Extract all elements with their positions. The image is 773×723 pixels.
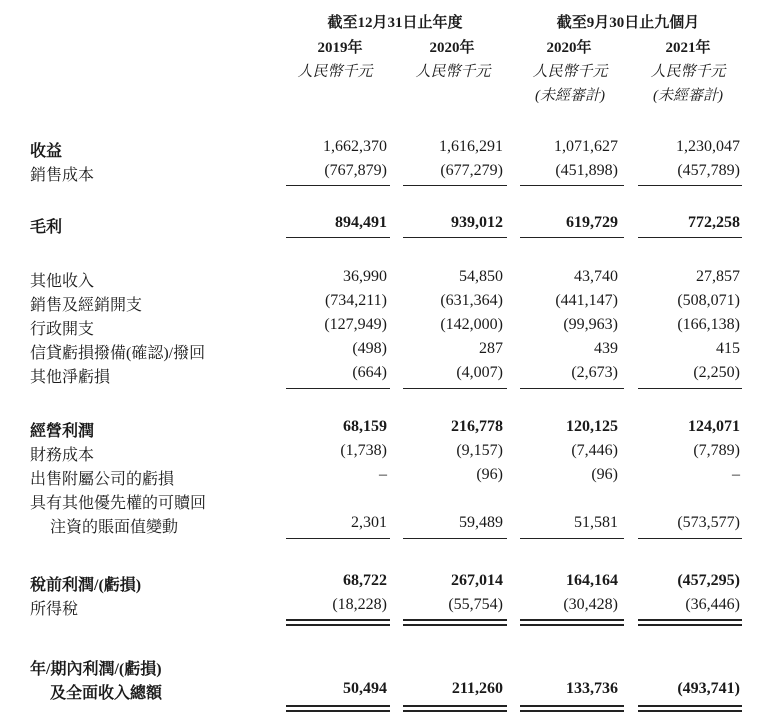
value-2020-nine-months: (96) [591,466,618,483]
table-row-credit-loss-allowance [0,340,773,364]
value-2021: (457,295) [677,572,740,589]
table-row-total-comprehensive-income [0,680,773,704]
value-2021: 1,230,047 [676,138,740,155]
value-2019: (767,879) [324,162,387,179]
total-double-rule [520,705,624,712]
table-row-revenue [0,138,773,162]
column-unit-2019: 人民幣千元 [297,64,373,80]
total-double-rule [403,705,507,712]
row-label: 所得稅 [30,601,79,618]
value-2020: 939,012 [451,214,503,231]
total-double-rule [638,619,742,626]
row-label: 出售附屬公司的虧損 [30,471,175,488]
row-label: 年/期內利潤/(虧損) [30,661,162,678]
subtotal-rule [520,237,624,238]
value-2020-nine-months: (451,898) [555,162,618,179]
value-2020: 54,850 [459,268,503,285]
value-2021: 27,857 [696,268,740,285]
row-label: 銷售及經銷開支 [30,297,143,314]
unaudited-note-2020: (未經審計) [535,88,605,104]
value-2021: 772,258 [688,214,740,231]
value-2020-nine-months: (7,446) [571,442,618,459]
value-2019: – [379,466,387,483]
value-2019: (734,211) [324,292,387,309]
total-double-rule [286,705,390,712]
value-2019: 68,722 [343,572,387,589]
subtotal-rule [403,538,507,539]
value-2021: (508,071) [677,292,740,309]
table-row-finance-costs [0,442,773,466]
row-label: 其他收入 [30,273,95,290]
subtotal-rule [403,237,507,238]
table-row-gross-profit [0,214,773,238]
row-label: 其他淨虧損 [30,369,111,386]
value-2020-nine-months: 51,581 [574,514,618,531]
table-row-operating-profit [0,418,773,442]
value-2019: 68,159 [343,418,387,435]
value-2020: (4,007) [456,364,503,381]
row-label: 稅前利潤/(虧損) [30,577,142,594]
column-year-2020-nine-months: 2020年 [546,40,592,56]
value-2021: (493,741) [677,680,740,697]
total-double-rule [286,619,390,626]
period-header-nine-months: 截至9月30日止九個月 [556,15,700,31]
value-2021: 415 [716,340,740,357]
value-2020: (96) [476,466,503,483]
value-2021: (573,577) [677,514,740,531]
value-2019: 1,662,370 [323,138,387,155]
value-2021: (7,789) [693,442,740,459]
value-2019: (498) [352,340,387,357]
value-2020-nine-months: 120,125 [566,418,618,435]
value-2019: 2,301 [351,514,387,531]
row-label: 財務成本 [30,447,95,464]
value-2019: (1,738) [340,442,387,459]
table-row-other-net-losses [0,364,773,388]
subtotal-rule [286,185,390,186]
subtotal-rule [638,388,742,389]
value-2020-nine-months: (99,963) [563,316,618,333]
value-2020: (9,157) [456,442,503,459]
value-2020-nine-months: (30,428) [563,596,618,613]
value-2020: 267,014 [451,572,503,589]
row-label: 銷售成本 [30,167,95,184]
subtotal-rule [286,388,390,389]
column-year-2019: 2019年 [317,40,363,56]
row-label: 收益 [30,143,63,160]
value-2020-nine-months: 439 [594,340,618,357]
row-label: 信貸虧損撥備(確認)/撥回 [30,345,206,362]
subtotal-rule [520,538,624,539]
value-2020-nine-months: (441,147) [555,292,618,309]
period-header-full-year: 截至12月31日止年度 [327,15,463,31]
column-unit-2021: 人民幣千元 [650,64,726,80]
total-double-rule [403,619,507,626]
table-row-cost-of-sales [0,162,773,186]
table-row-redeemable-capital-heading [0,490,773,514]
column-unit-2020: 人民幣千元 [415,64,491,80]
value-2019: 894,491 [335,214,387,231]
table-row-profit-for-period-heading [0,656,773,680]
value-2020: 211,260 [451,680,503,697]
value-2020-nine-months: 133,736 [566,680,618,697]
value-2019: 50,494 [343,680,387,697]
value-2020: (142,000) [440,316,503,333]
subtotal-rule [403,388,507,389]
value-2019: 36,990 [343,268,387,285]
value-2020: 287 [479,340,503,357]
subtotal-rule [638,185,742,186]
value-2019: (18,228) [332,596,387,613]
value-2020: (631,364) [440,292,503,309]
value-2020-nine-months: 164,164 [566,572,618,589]
column-unit-2020-nine-months: 人民幣千元 [532,64,608,80]
value-2020: 59,489 [459,514,503,531]
row-label: 注資的賬面值變動 [50,519,179,536]
table-row-other-income [0,268,773,292]
table-row-redeemable-capital-change [0,514,773,538]
row-label: 行政開支 [30,321,95,338]
column-year-2021: 2021年 [665,40,711,56]
subtotal-rule [638,538,742,539]
row-label: 及全面收入總額 [50,685,163,702]
total-double-rule [638,705,742,712]
unaudited-note-2021: (未經審計) [653,88,723,104]
subtotal-rule [520,185,624,186]
value-2021: (36,446) [685,596,740,613]
total-double-rule [520,619,624,626]
table-row-income-tax [0,596,773,620]
row-label: 具有其他優先權的可贖回 [30,495,207,512]
value-2021: – [732,466,740,483]
value-2020-nine-months: (2,673) [571,364,618,381]
column-year-2020: 2020年 [429,40,475,56]
value-2021: (166,138) [677,316,740,333]
table-row-profit-before-tax [0,572,773,596]
row-label: 毛利 [30,219,63,236]
value-2020-nine-months: 1,071,627 [554,138,618,155]
subtotal-rule [520,388,624,389]
row-label: 經營利潤 [30,423,95,440]
value-2020-nine-months: 619,729 [566,214,618,231]
subtotal-rule [286,237,390,238]
value-2019: (664) [352,364,387,381]
value-2020: (677,279) [440,162,503,179]
table-row-loss-on-disposal [0,466,773,490]
table-row-selling-distribution-expenses [0,292,773,316]
value-2020-nine-months: 43,740 [574,268,618,285]
subtotal-rule [403,185,507,186]
value-2021: (2,250) [693,364,740,381]
value-2020: 216,778 [451,418,503,435]
subtotal-rule [638,237,742,238]
table-row-administrative-expenses [0,316,773,340]
value-2020: 1,616,291 [439,138,503,155]
value-2020: (55,754) [448,596,503,613]
subtotal-rule [286,538,390,539]
value-2021: (457,789) [677,162,740,179]
value-2019: (127,949) [324,316,387,333]
value-2021: 124,071 [688,418,740,435]
